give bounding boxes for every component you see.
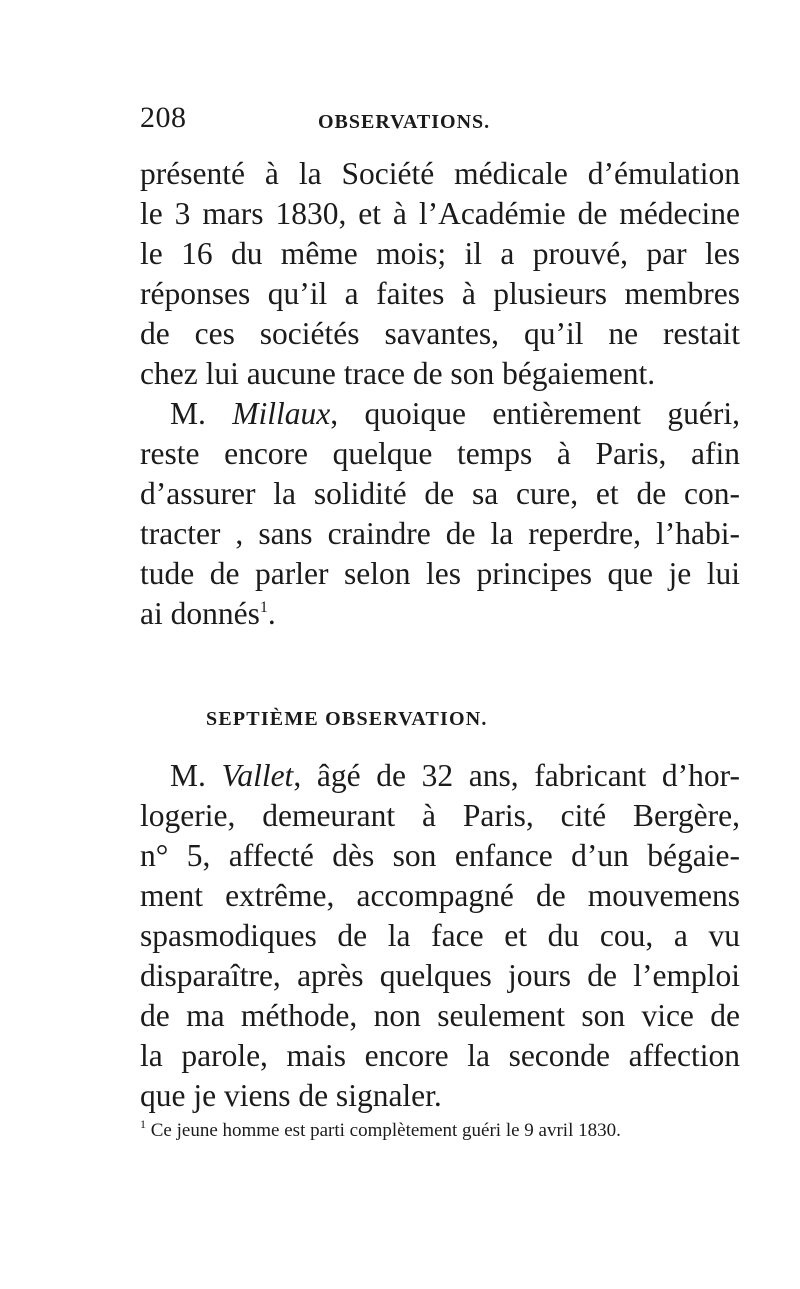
text-fragment: , quoique entièrement guéri, [330, 396, 740, 431]
text-line: tude de parler selon les principes que je lui [140, 556, 740, 591]
text-fragment: , âgé de 32 ans, fabricant d’hor- [293, 758, 741, 793]
text-line [170, 398, 740, 430]
honorific: M. [170, 396, 233, 431]
text-line: spasmodiques de la face et du cou, a vu [140, 918, 740, 953]
footnote-text: Ce jeune homme est parti complètement guéri le 9 avril 1830. [150, 1120, 621, 1141]
footnote [140, 1117, 740, 1142]
text-line: réponses qu’il a faites à plusieurs membres [140, 276, 740, 311]
text-line: de ces sociétés savantes, qu’il ne restait [140, 316, 740, 351]
running-head: OBSERVATIONS. [318, 111, 491, 133]
page-number: 208 [140, 101, 187, 134]
text-line: chez lui aucune trace de son bégaiement. [140, 356, 656, 391]
text-line [170, 760, 740, 792]
text-line: présenté à la Société médicale d’émulation [140, 156, 740, 191]
text-line: que je viens de signaler. [140, 1078, 442, 1113]
text-fragment: ai donnés [140, 596, 260, 631]
text-line: le 16 du même mois; il a prouvé, par les [140, 236, 740, 271]
section-heading: SEPTIÈME OBSERVATION. [206, 708, 488, 730]
text-line: la parole, mais encore la seconde affection [140, 1038, 740, 1073]
text-line: d’assurer la solidité de sa cure, et de con- [140, 476, 740, 511]
person-name: Millaux [232, 396, 331, 431]
honorific: M. [170, 758, 222, 793]
text-line: tracter , sans craindre de la reperdre, l’habi- [140, 516, 740, 551]
text-line: ment extrême, accompagné de mouvemens [140, 878, 740, 913]
person-name: Vallet [221, 758, 294, 793]
text-line: de ma méthode, non seulement son vice de [140, 998, 740, 1033]
text-line: le 3 mars 1830, et à l’Académie de médecine [140, 196, 740, 231]
text-line: reste encore quelque temps à Paris, afin [140, 436, 740, 471]
footnote-reference: 1 [259, 599, 268, 616]
text-line: n° 5, affecté dès son enfance d’un bégaie- [140, 838, 740, 873]
text-line: logerie, demeurant à Paris, cité Bergère, [140, 798, 740, 833]
text-line [140, 598, 276, 630]
footnote-marker: 1 [140, 1117, 146, 1131]
page-header [140, 101, 740, 141]
text-line: disparaître, après quelques jours de l’emploi [140, 958, 740, 993]
text-fragment: . [267, 596, 276, 631]
